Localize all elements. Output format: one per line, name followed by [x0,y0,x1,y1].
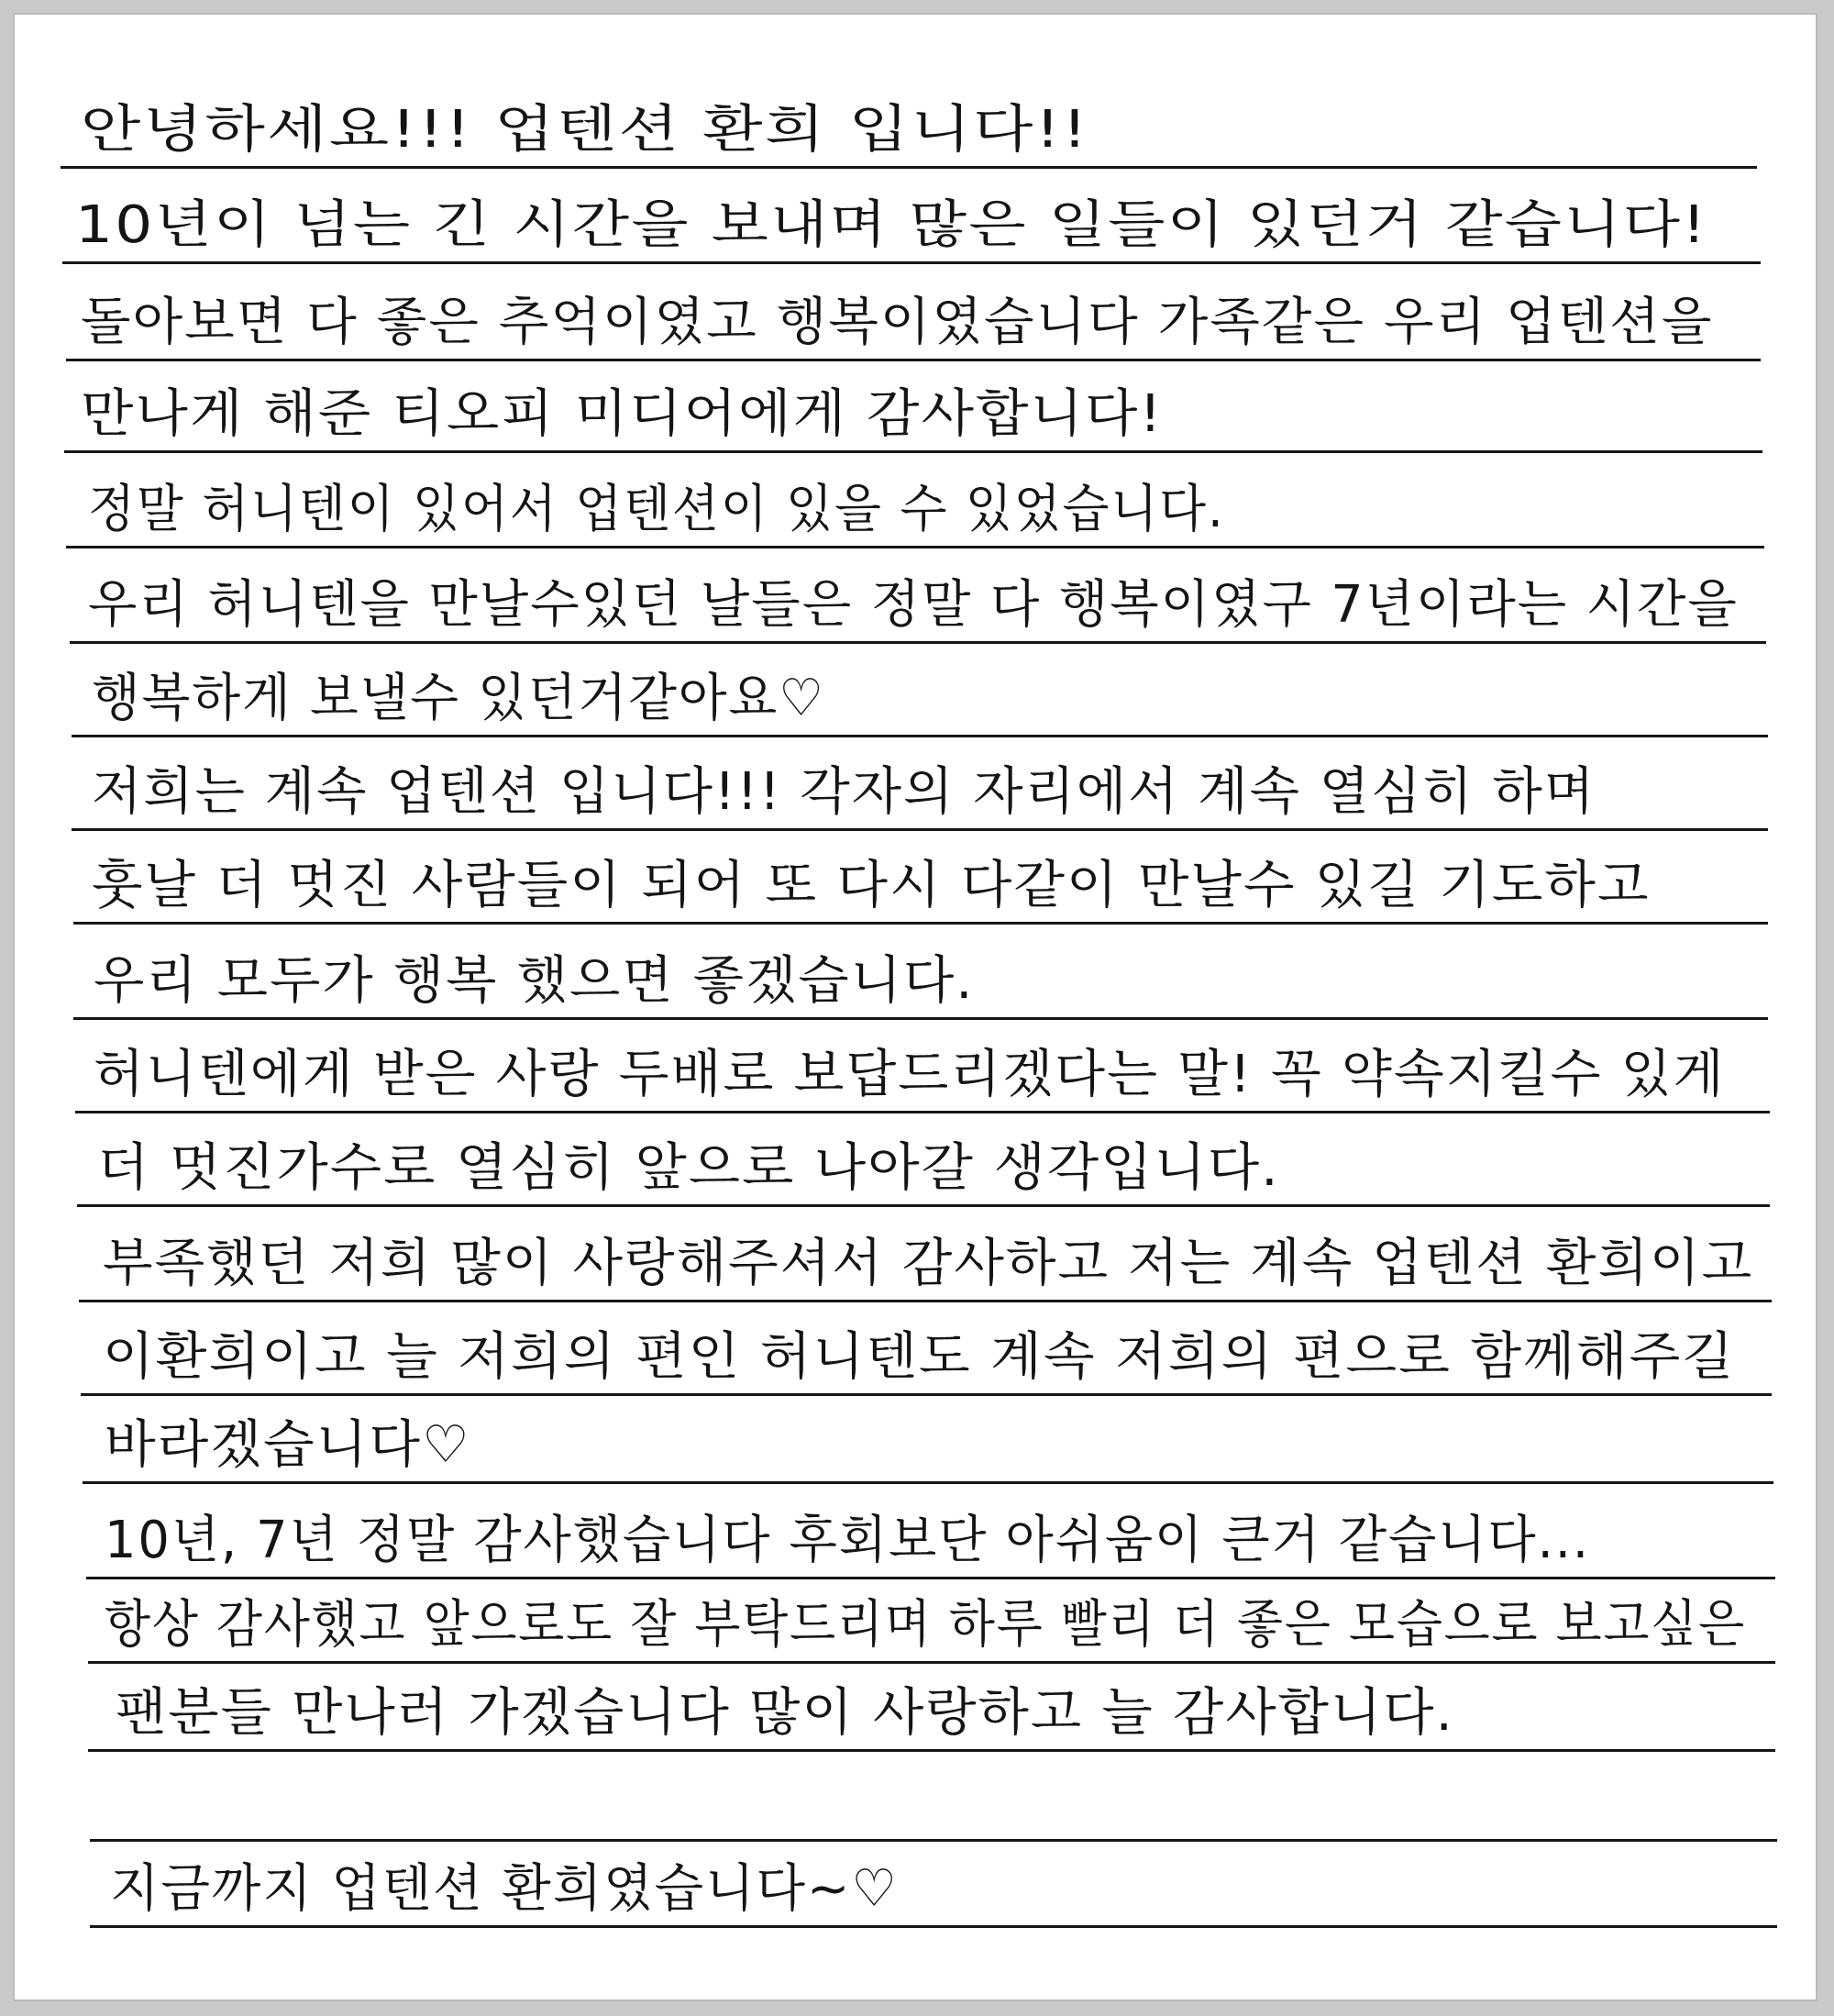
ruled-line [73,922,1768,925]
letter-line [15,457,1816,548]
handwritten-text: 더 멋진가수로 열심히 앞으로 나아갈 생각입니다. [97,1138,1280,1198]
letter-line [15,1750,1816,1842]
handwritten-text: 행복하게 보낼수 있던거같아요♡ [92,669,826,728]
letter-line [15,172,1816,264]
letter-line [15,1572,1816,1664]
letter-line [15,646,1816,737]
letter-line [15,739,1816,831]
handwritten-text: 바라겠습니다♡ [105,1415,471,1475]
letter-line [15,1392,1816,1484]
letter-line [15,1488,1816,1579]
handwritten-text: 만나게 해준 티오피 미디어에게 감사합니다! [81,384,1164,444]
letter-paper [13,13,1817,2001]
ruled-line [70,641,1766,644]
handwritten-text: 부족했던 저희 많이 사랑해주셔서 감사하고 저는 계속 업텐션 환희이고 [103,1234,1754,1293]
handwritten-text: 우리 모두가 행복 했으면 좋겠습니다. [94,951,975,1011]
handwritten-text: 안녕하세요!!! 업텐션 환희 입니다!! [81,100,1089,160]
ruled-line [64,450,1762,453]
handwritten-text: 저희는 계속 업텐션 입니다!!! 각자의 자리에서 계속 열심히 하며 [92,762,1596,822]
letter-line [15,1304,1816,1396]
handwritten-text: 팬분들 만나러 가겠습니다 많이 사랑하고 늘 감사합니다. [116,1683,1454,1743]
ruled-line [66,546,1764,548]
handwritten-text: 정말 허니텐이 있어서 업텐션이 있을 수 있었습니다. [88,480,1225,539]
ruled-line [72,828,1768,831]
letter-line [15,833,1816,925]
handwritten-text: 훗날 더 멋진 사람들이 되어 또 다시 다같이 만날수 있길 기도하고 [92,856,1651,915]
ruled-line [77,1204,1770,1207]
letter-line [15,77,1816,169]
letter-line [15,270,1816,361]
ruled-line [62,261,1761,264]
handwritten-text: 항상 감사했고 앞으로도 잘 부탁드리며 하루 빨리 더 좋은 모습으로 보고싶은 [105,1595,1746,1655]
letter-line [15,1211,1816,1302]
ruled-line [72,735,1768,737]
letter-line [15,1836,1816,1928]
letter-line [15,1022,1816,1113]
ruled-line [79,1300,1772,1302]
letter-line [15,552,1816,644]
letter-line [15,1115,1816,1207]
handwritten-text: 돌아보면 다 좋은 추억이였고 행복이였습니다 가족같은 우리 업텐션을 [81,293,1714,352]
handwritten-text: 지금까지 업텐션 환희였습니다~♡ [110,1859,899,1919]
handwritten-text: 10년이 넘는 긴 시간을 보내며 많은 일들이 있던거 같습니다! [75,195,1708,255]
letter-line [15,361,1816,453]
ruled-line [61,166,1757,169]
ruled-line [90,1925,1777,1928]
handwritten-text: 우리 허니텐을 만날수있던 날들은 정말 다 행복이였구 7년이라는 시간을 [88,575,1739,635]
handwritten-text: 허니텐에게 받은 사랑 두배로 보답드리겠다는 말! 꼭 약속지킬수 있게 [94,1045,1726,1104]
handwritten-text: 10년, 7년 정말 감사했습니다 후회보단 아쉬움이 큰거 같습니다... [105,1511,1590,1570]
letter-line [15,928,1816,1020]
ruled-line [75,1111,1770,1113]
ruled-line [73,1017,1768,1020]
ruled-line [83,1481,1773,1484]
letter-line [15,1660,1816,1752]
handwritten-text: 이환희이고 늘 저희의 편인 허니텐도 계속 저희의 편으로 함께해주길 [103,1327,1736,1387]
